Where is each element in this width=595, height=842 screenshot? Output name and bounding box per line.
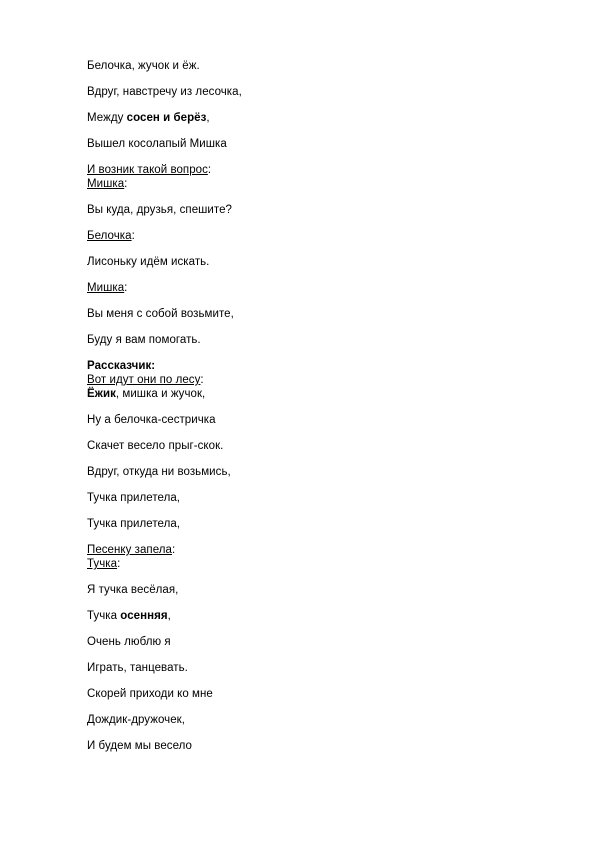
text-line [87,636,171,649]
text-line [87,282,127,295]
text-line [87,360,155,373]
text-segment: Рассказчик: [87,360,156,372]
text-segment: Я тучка весёлая, [87,584,179,596]
text-line [87,374,204,387]
text-segment: Ёжик [87,388,116,400]
text-segment: Очень люблю я [87,636,171,648]
text-line [87,544,175,557]
text-segment: Вот идут они по лесу [87,374,201,386]
text-segment: Вдруг, откуда ни возьмись, [87,466,231,478]
text-segment: , мишка и жучок, [115,388,206,400]
text-line [87,112,210,125]
text-segment: Тучка [87,610,121,622]
text-segment: : [117,558,121,570]
text-segment: И возник такой вопрос [87,164,208,176]
text-line [87,558,120,571]
text-segment: : [171,544,176,556]
text-segment: Белочка [87,230,132,242]
text-line [87,414,216,427]
text-segment: Тучка прилетела, [87,518,181,530]
text-line [87,584,178,597]
text-segment: Мишка [87,282,125,294]
text-segment: Лисоньку идём искать. [87,256,210,268]
text-line [87,334,201,347]
text-segment: Вы куда, друзья, спешите? [87,204,232,216]
text-segment: И будем мы весело [87,740,192,752]
text-segment: Вы меня с собой возьмите, [87,308,234,320]
text-segment: Буду я вам помогать. [87,334,201,346]
text-line [87,440,223,453]
text-segment: Дождик-дружочек, [87,714,185,726]
text-line [87,518,180,531]
text-line [87,388,205,401]
text-segment: Вышел косолапый Мишка [87,138,227,150]
text-segment: Скорей приходи ко мне [87,688,213,700]
text-line [87,492,180,505]
text-line [87,86,242,99]
text-segment: , [167,610,171,622]
text-segment: осенняя [120,610,168,622]
text-line [87,740,192,753]
text-segment: Вдруг, навстречу из лесочка, [87,86,242,98]
text-segment: : [131,230,135,242]
text-segment: : [124,282,128,294]
text-segment: Тучка [87,558,118,570]
text-line [87,164,211,177]
text-segment: : [207,164,212,176]
text-segment: Играть, танцевать. [87,662,188,674]
text-line [87,466,231,479]
text-segment: Тучка прилетела, [87,492,181,504]
text-line [87,688,213,701]
text-line [87,138,227,151]
text-segment: Ну а белочка-сестричка [87,414,216,426]
text-line [87,256,209,269]
text-segment: Белочка, жучок и ёж. [87,60,200,72]
text-line [87,204,232,217]
text-segment: Песенку запела [87,544,172,556]
text-segment: сосен и берёз [126,112,207,124]
text-line [87,308,234,321]
text-segment: Скачет весело прыг-скок. [87,440,224,452]
text-line [87,714,185,727]
text-segment: : [124,178,128,190]
text-line [87,178,127,191]
text-segment: Мишка [87,178,125,190]
text-segment: : [200,374,204,386]
text-line [87,662,188,675]
text-line [87,610,171,623]
text-segment: Между [87,112,127,124]
text-segment: , [206,112,210,124]
text-line [87,230,135,243]
text-line [87,60,200,73]
